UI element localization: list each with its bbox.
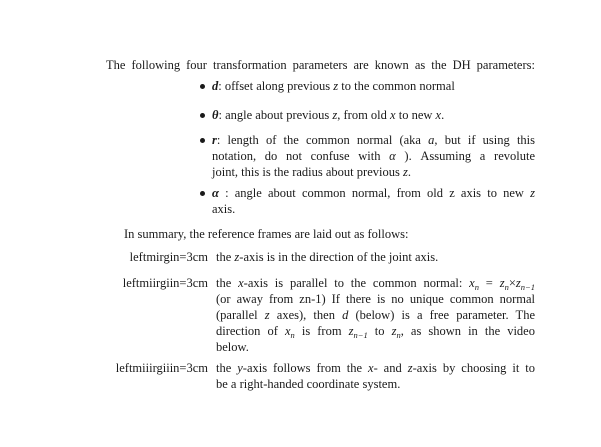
text-run: . bbox=[441, 108, 445, 122]
text-run: (below) is a free parameter. The bbox=[348, 308, 535, 322]
math-symbol: z bbox=[402, 165, 408, 179]
intro-paragraph bbox=[106, 57, 535, 73]
bullet-alpha-line bbox=[212, 185, 535, 201]
text-run: , as shown in the video bbox=[400, 324, 535, 338]
math-symbol: n bbox=[396, 330, 401, 340]
math-symbol: z bbox=[407, 361, 413, 375]
text-run: notation, do not confuse with bbox=[212, 149, 390, 163]
text-run: = bbox=[478, 276, 500, 290]
item-label: leftmiirgiin=3cm bbox=[122, 276, 208, 290]
text-run: : angle about common normal, from old z axis to new bbox=[218, 186, 531, 200]
text-run: -axis by choosing it to bbox=[412, 361, 535, 375]
text-run: - and bbox=[373, 361, 408, 375]
math-symbol: z bbox=[515, 276, 521, 290]
text-run: axes), then bbox=[269, 308, 343, 322]
text-run: : angle about previous bbox=[218, 108, 333, 122]
item-x-axis-line bbox=[216, 275, 535, 291]
summary-paragraph bbox=[124, 226, 409, 242]
math-symbol: x bbox=[469, 276, 475, 290]
bullet-icon bbox=[200, 138, 205, 143]
math-symbol: n bbox=[474, 282, 479, 292]
math-symbol: x bbox=[238, 276, 244, 290]
text-run: In summary, the reference frames are laid out as follows: bbox=[124, 227, 409, 241]
text-run: the bbox=[216, 250, 235, 264]
text-run: joint, this is the radius about previous bbox=[212, 165, 403, 179]
text-run: axis. bbox=[212, 202, 236, 216]
text-run: to the common normal bbox=[338, 79, 455, 93]
text-run: -axis is in the direction of the joint axis. bbox=[239, 250, 439, 264]
text-run: The following four transformation parameters are known as the DH parameters: bbox=[106, 58, 535, 72]
math-symbol: d bbox=[342, 308, 349, 322]
text-run: , from old bbox=[337, 108, 391, 122]
item-label: leftmiiirgiiin=3cm bbox=[115, 361, 208, 375]
text-run: , but if using this bbox=[434, 133, 536, 147]
text-run: to new bbox=[395, 108, 436, 122]
text-run: direction of bbox=[216, 324, 285, 338]
math-symbol: z bbox=[348, 324, 354, 338]
bullet-icon bbox=[200, 191, 205, 196]
math-symbol: z bbox=[530, 186, 535, 200]
text-run: the bbox=[216, 276, 239, 290]
math-symbol: z bbox=[499, 276, 505, 290]
math-symbol: n−1 bbox=[353, 330, 368, 340]
item-x-axis-line bbox=[216, 291, 535, 307]
item-y-axis-line bbox=[216, 360, 535, 376]
bullet-alpha-line bbox=[212, 201, 235, 217]
text-run: the bbox=[216, 361, 238, 375]
bullet-r-line bbox=[212, 132, 535, 148]
text-run: -axis follows from the bbox=[242, 361, 368, 375]
item-x-axis-line bbox=[216, 323, 535, 339]
text-run: below. bbox=[216, 340, 249, 354]
text-run: be a right-handed coordinate system. bbox=[216, 377, 401, 391]
math-symbol: x bbox=[390, 108, 396, 122]
math-symbol: z bbox=[234, 250, 240, 264]
text-run: to bbox=[367, 324, 392, 338]
bullet-r-line bbox=[212, 148, 535, 164]
math-symbol: r bbox=[212, 133, 217, 147]
bullet-theta bbox=[212, 107, 444, 123]
math-symbol: d bbox=[212, 79, 219, 93]
math-symbol: z bbox=[333, 79, 339, 93]
bullet-r-line bbox=[212, 164, 411, 180]
math-symbol: θ bbox=[212, 108, 219, 122]
math-symbol: y bbox=[237, 361, 243, 375]
math-symbol: α bbox=[389, 149, 396, 163]
math-symbol: x bbox=[435, 108, 442, 122]
math-symbol: a bbox=[428, 133, 435, 147]
item-y-axis-line bbox=[216, 376, 400, 392]
math-symbol: x bbox=[284, 324, 291, 338]
text-run: -axis is parallel to the common normal: bbox=[243, 276, 470, 290]
math-symbol: n−1 bbox=[520, 282, 535, 292]
math-symbol: z bbox=[391, 324, 397, 338]
item-x-axis-line bbox=[216, 339, 249, 355]
math-symbol: α bbox=[212, 186, 219, 200]
math-symbol: n bbox=[290, 330, 295, 340]
text-run: × bbox=[508, 276, 516, 290]
text-run: (or away from zn-1) If there is no unique common normal bbox=[216, 292, 535, 306]
item-x-axis-line bbox=[216, 307, 535, 323]
math-symbol: n bbox=[504, 282, 509, 292]
bullet-d bbox=[212, 78, 455, 94]
text-run: : offset along previous bbox=[218, 79, 334, 93]
bullet-icon bbox=[200, 113, 205, 118]
bullet-icon bbox=[200, 84, 205, 89]
math-symbol: x bbox=[368, 361, 374, 375]
text-run: : length of the common normal (aka bbox=[216, 133, 429, 147]
math-symbol: z bbox=[332, 108, 338, 122]
text-run: is from bbox=[294, 324, 349, 338]
text-run: ). Assuming a revolute bbox=[395, 149, 535, 163]
text-run: (parallel bbox=[216, 308, 265, 322]
text-run: . bbox=[407, 165, 411, 179]
math-symbol: z bbox=[264, 308, 270, 322]
item-label: leftmirgin=3cm bbox=[129, 250, 208, 264]
item-z-axis bbox=[216, 249, 438, 265]
